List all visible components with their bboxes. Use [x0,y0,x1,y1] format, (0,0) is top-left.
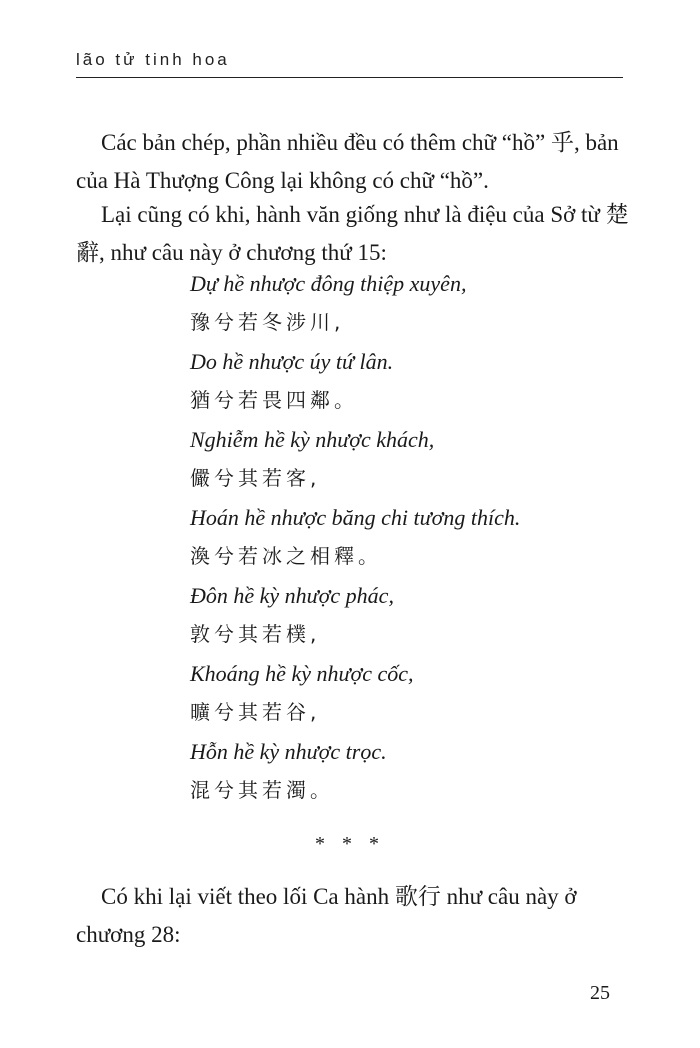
paragraph-2-text: Lại cũng có khi, hành văn giống như là điệu của Sở từ 楚辭, như câu này ở chương thứ 15: [76,202,629,265]
verse-line-viet-2: Do hề nhược úy tứ lân. [190,349,394,374]
paragraph-3-text: Có khi lại viết theo lối Ca hành 歌行 như câu này ở chương 28: [76,884,577,947]
verse-line-han-7: 混兮其若濁。 [190,778,334,802]
verse-line-viet-6: Khoáng hề kỳ nhược cốc, [190,661,414,686]
verse-line-han-1: 豫兮若冬涉川, [190,310,345,334]
paragraph-1 [76,124,631,200]
paragraph-1-text: Các bản chép, phần nhiều đều có thêm chữ “hồ” 乎, bản của Hà Thượng Công lại không có chữ “hồ”. [76,130,619,193]
paragraph-2 [76,196,631,272]
verse-line-viet-4: Hoán hề nhược băng chi tương thích. [190,505,521,530]
section-separator: * * * [315,833,385,855]
verse-line-han-2: 猶兮若畏四鄰。 [190,388,358,412]
verse-line-viet-3: Nghiễm hề kỳ nhược khách, [190,427,435,452]
verse-line-han-4: 渙兮若冰之相釋。 [190,544,382,568]
verse-line-han-6: 曠兮其若谷, [190,700,321,724]
running-head: lão tử tinh hoa [76,50,230,69]
verse-line-viet-5: Đôn hề kỳ nhược phác, [190,583,394,608]
verse-line-han-3: 儼兮其若客, [190,466,321,490]
verse-block [190,264,630,810]
verse-line-viet-7: Hỗn hề kỳ nhược trọc. [190,739,387,764]
page-number: 25 [590,982,610,1004]
verse-line-han-5: 敦兮其若樸, [190,622,321,646]
verse-line-viet-1: Dự hề nhược đông thiệp xuyên, [190,271,467,296]
paragraph-3 [76,878,631,954]
header-rule [76,77,623,78]
